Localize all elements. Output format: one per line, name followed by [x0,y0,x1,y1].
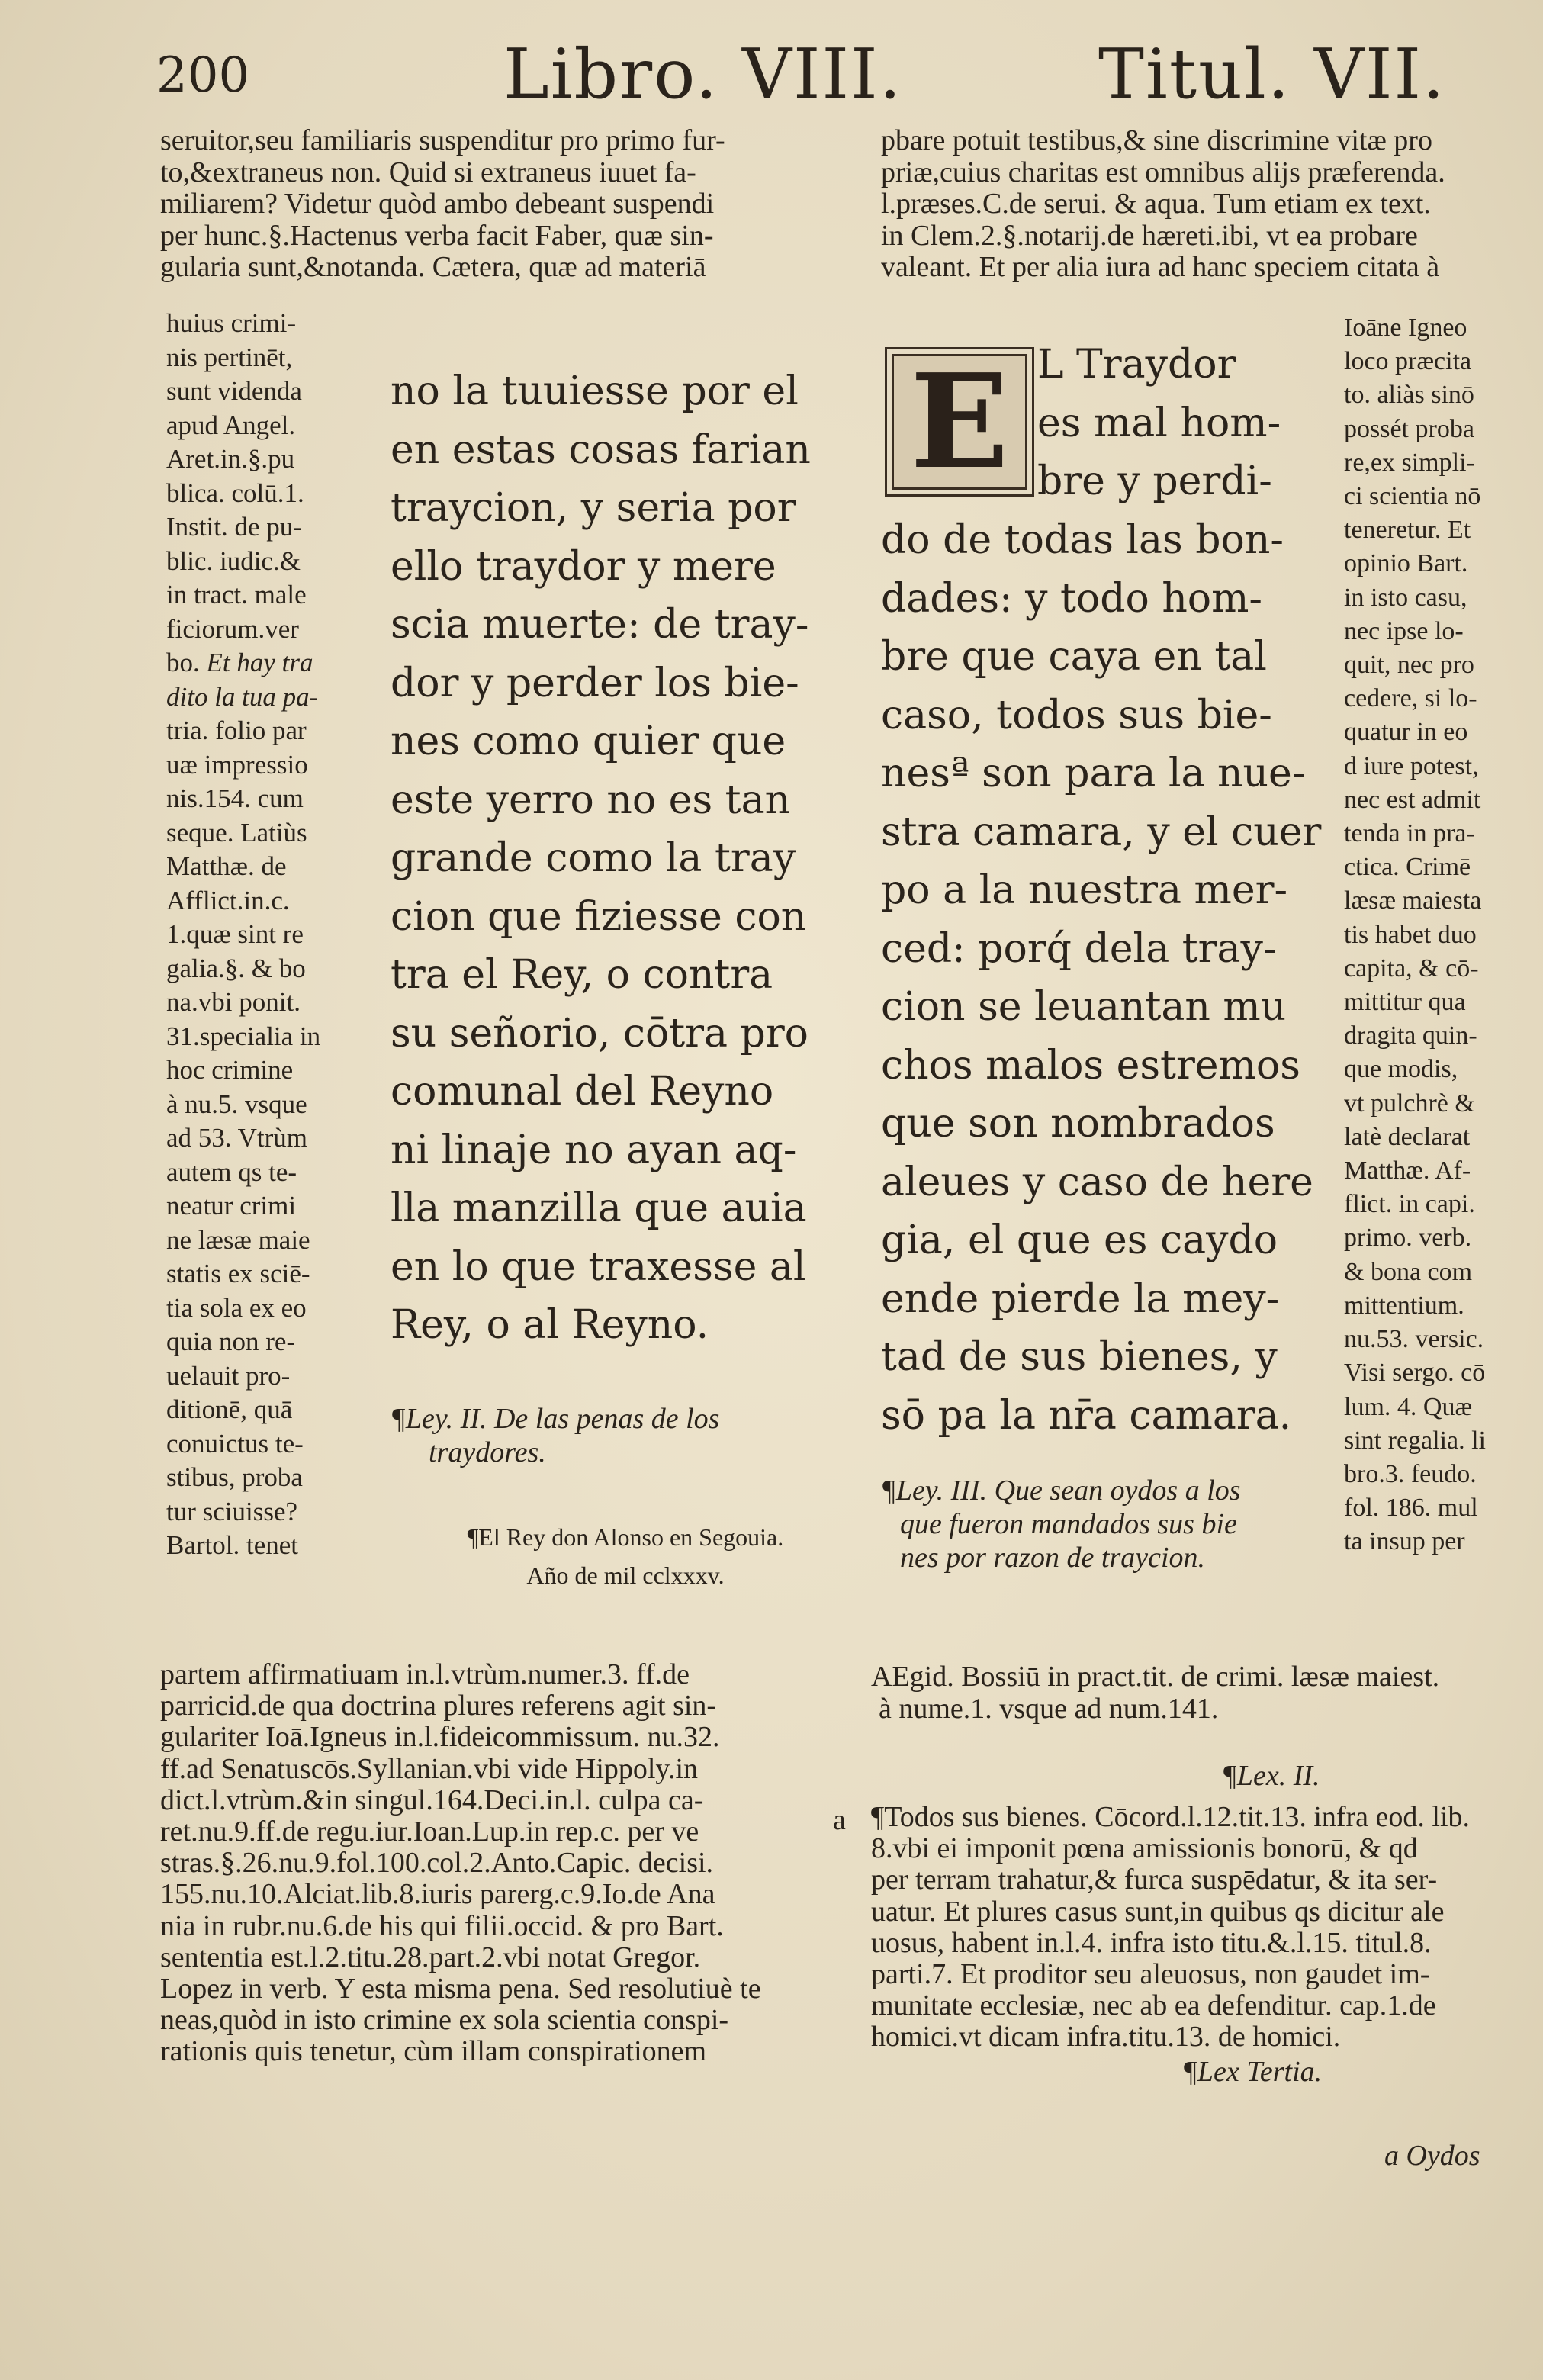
gloss-line: cedere, si lo- [1344,684,1477,713]
gloss-line: nec ipse lo- [1344,616,1464,645]
gloss-line: Ioāne Igneo [1344,314,1467,342]
text-line: bre y perdi- [1037,458,1272,504]
gloss-line: miliarem? Videtur quòd ambo debeant suspendi [160,188,715,220]
gloss-line: tis habet duo [1344,920,1477,949]
gloss-line: sunt videnda [166,376,302,406]
gloss-line: stibus, proba [166,1462,303,1492]
text-line: aleues y caso de here [881,1159,1313,1205]
text-line: que son nombrados [881,1101,1275,1147]
gloss-line: & bona com [1344,1257,1473,1286]
gloss-line: quatur in eo [1344,718,1468,747]
gloss-line: fol. 186. mul [1344,1494,1478,1523]
gloss-line: nec est admit [1344,785,1481,814]
gloss-line: statis ex sciē- [166,1259,310,1288]
gloss-line: mittitur qua [1344,988,1466,1017]
text-line: scia muerte: de tray- [391,602,809,648]
text-line: traycion, y seria por [391,485,796,531]
gloss-line: ditionē, quā [166,1394,293,1424]
gloss-line: uosus, habent in.l.4. infra isto titu.&.l.15. titul.8. [871,1926,1432,1959]
gloss-line: ff.ad Senatuscōs.Syllanian.vbi vide Hippoly.in [160,1752,699,1785]
gloss-line: uelauit pro- [166,1360,291,1391]
gloss-italic: Et hay tra [206,648,313,677]
gloss-line: Lopez in verb. Y esta misma pena. Sed resolutiuè te [160,1973,761,2005]
text-line: ende pierde la mey- [881,1275,1280,1322]
right-law-text-indented [1037,336,1281,511]
gloss-line: 1.quæ sint re [166,919,304,949]
gloss-line: rationis quis tenetur, cùm illam conspirationem [160,2035,707,2068]
source-line: Año de mil cclxxxv. [526,1561,725,1589]
text-line: cion se leuantan mu [881,984,1287,1030]
gloss-line: dito la tua pa- [166,681,319,712]
gloss-line: mittentium. [1344,1291,1464,1320]
gloss-line: gularia sunt,&notanda. Cætera, quæ ad materiā [160,251,706,283]
gloss-line: in tract. male [166,580,307,609]
gloss-line: munitate ecclesiæ, nec ab ea defenditur. cap.1.de [871,1989,1436,2022]
lex-2-heading: ¶Lex. II. [1222,1760,1320,1792]
text-line: ni linaje no ayan aq- [391,1127,797,1173]
gloss-line: à nume.1. vsque ad num.141. [879,1692,1219,1725]
gloss-line: parti.7. Et proditor seu aleuosus, non gaudet im- [871,1958,1430,1991]
page-number: 200 [156,47,250,104]
text-line: Rey, o al Reyno. [391,1302,709,1348]
gloss-line: tur sciuisse? [166,1496,298,1526]
gloss-line: valeant. Et per alia iura ad hanc speciem citata à [881,251,1440,283]
text-line: nes como quier que [391,719,786,764]
gloss-line: ad 53. Vtrùm [166,1123,308,1153]
text-line: tad de sus bienes, y [881,1334,1278,1380]
text-line: es mal hom- [1037,400,1281,446]
gloss-line: neas,quòd in isto crimine ex sola scientia conspi- [160,2004,729,2037]
gloss-line: lum. 4. Quæ [1344,1392,1473,1421]
right-bottom-gloss-1 [871,1661,1439,1725]
text-line: tra el Rey, o contra [391,952,773,998]
text-line: bre que caya en tal [881,634,1267,680]
right-bottom-gloss-2 [871,1802,1470,2054]
gloss-line: nia in rubr.nu.6.de his qui filii.occid. & pro Bart. [160,1909,724,1942]
gloss-line: opinio Bart. [1344,549,1468,578]
text-line: stra camara, y el cuer [881,809,1322,855]
source-line: ¶El Rey don Alonso en Segouia. [467,1523,784,1551]
book-heading: Libro. VIII. [503,34,903,114]
gloss-line: primo. verb. [1344,1224,1472,1253]
text-line: ced: porq́ dela tray- [881,925,1277,972]
gloss-line: tria. folio par [166,716,307,745]
running-header [0,31,1543,114]
text-line: po a la nuestra mer- [881,867,1288,913]
gloss-line: AEgid. Bossiū in pract.tit. de crimi. læsæ maiest. [871,1661,1440,1693]
gloss-line: 155.nu.10.Alciat.lib.8.iuris parerg.c.9.Io.de Ana [160,1878,715,1911]
gloss-line: dragita quin- [1344,1021,1477,1050]
text-line: ello traydor y mere [391,543,776,590]
right-margin-gloss [1344,311,1486,1559]
left-law-text [391,362,811,1355]
text-line: comunal del Reyno [391,1069,774,1114]
ley-2-title: ¶Ley. II. De las penas de los [391,1403,720,1435]
text-line: su señorio, cōtra pro [391,1010,808,1057]
gloss-text: bo. [166,648,200,677]
ley-3-title-cont: que fueron mandados sus bie [900,1508,1237,1540]
text-line: nesª son para la nue- [881,751,1306,796]
gloss-line: sint regalia. li [1344,1426,1487,1455]
right-law-text [881,511,1321,1445]
gloss-line: apud Angel. [166,410,296,440]
gloss-line: nu.53. versic. [1344,1325,1484,1354]
gloss-line: in Clem.2.§.notarij.de hæreti.ibi, vt ea probare [881,219,1418,252]
gloss-line: que modis, [1344,1055,1458,1084]
gloss-line: Instit. de pu- [166,512,302,542]
gloss-line: læsæ maiesta [1344,886,1482,915]
gloss-line: hoc crimine [166,1055,294,1085]
gloss-line: quia non re- [166,1327,296,1356]
text-line: sō pa la nr̄a camara. [881,1392,1292,1439]
gloss-line: seque. Latiùs [166,817,307,847]
gloss-line [166,646,320,680]
gloss-line: à nu.5. vsque [166,1089,307,1119]
gloss-line: partem affirmatiuam in.l.vtrùm.numer.3. ff.de [160,1658,690,1690]
gloss-line: Matthæ. de [166,851,287,881]
gloss-line: parricid.de qua doctrina plures referens agit sin- [160,1690,717,1722]
gloss-line: vt pulchrè & [1344,1089,1475,1118]
text-line: L Traydor [1037,342,1236,388]
ley-2-title-cont: traydores. [429,1436,546,1468]
gloss-line: per hunc.§.Hactenus verba facit Faber, quæ sin- [160,219,714,252]
text-line: gia, el que es caydo [881,1217,1278,1263]
ley-3-heading [881,1474,1241,1574]
gloss-line: ci scientia nō [1344,482,1481,511]
gloss-line: tia sola ex eo [166,1292,307,1323]
gloss-line: capita, & cō- [1344,954,1479,983]
gloss-line: ne læsæ maie [166,1224,310,1255]
gloss-line: Aret.in.§.pu [166,444,295,474]
gloss-line: ¶Todos sus bienes. Cōcord.l.12.tit.13. infra eod. lib. [871,1801,1471,1833]
gloss-line: ta insup per [1344,1527,1465,1556]
text-line: do de todas las bon- [881,517,1284,563]
footnote-marker: a [833,1804,846,1836]
gloss-line: loco præcita [1344,347,1472,376]
left-top-gloss [160,125,725,284]
text-line: dades: y todo hom- [881,575,1262,622]
ley-2-heading [391,1402,719,1469]
text-line: chos malos estremos [881,1042,1300,1089]
gloss-line: quit, nec pro [1344,651,1474,680]
gloss-line: na.vbi ponit. [166,987,301,1017]
ley-3-title-cont: nes por razon de traycion. [900,1542,1206,1574]
gloss-line: Bartol. tenet [166,1530,299,1560]
left-bottom-gloss [160,1659,761,2068]
gloss-line: bro.3. feudo. [1344,1459,1477,1488]
gloss-line: possét proba [1344,414,1474,443]
gloss-line: neatur crimi [166,1191,297,1221]
gloss-line: ctica. Crimē [1344,853,1471,882]
gloss-line: d iure potest, [1344,751,1479,780]
gloss-line: homici.vt dicam infra.titu.13. de homici. [871,2021,1341,2054]
text-line: no la tuuiesse por el [391,368,799,414]
gloss-line: 31.specialia in [166,1021,321,1051]
gloss-line: latè declarat [1344,1122,1471,1151]
gloss-line: ficiorum.ver [166,613,299,644]
gloss-line: Afflict.in.c. [166,885,290,915]
gloss-line: nis.154. cum [166,783,304,813]
gloss-line: dict.l.vtrùm.&in singul.164.Deci.in.l. culpa ca- [160,1783,704,1816]
gloss-line: gulariter Ioā.Igneus in.l.fideicommissum. nu.32. [160,1721,720,1754]
gloss-line: in isto casu, [1344,583,1467,612]
gloss-line: galia.§. & bo [166,953,306,983]
initial-letter: E [910,346,1009,498]
text-line: en estas cosas farian [391,426,811,473]
text-line: cion que fiziesse con [391,893,807,940]
title-heading: Titul. VII. [1098,34,1446,114]
gloss-line: ret.nu.9.ff.de regu.iur.Ioan.Lup.in rep.c. per ve [160,1816,699,1848]
ley-2-source [412,1518,839,1594]
decorated-initial [885,347,1034,497]
right-top-gloss [881,125,1445,284]
gloss-line: huius crimi- [166,308,297,338]
gloss-line: uatur. Et plures casus sunt,in quibus qs dicitur ale [871,1895,1445,1928]
gloss-line: sententia est.l.2.titu.28.part.2.vbi notat Gregor. [160,1941,701,1973]
gloss-line: autem qs te- [166,1156,297,1187]
gloss-line: Visi sergo. cō [1344,1359,1486,1388]
text-line: lla manzilla que auia [391,1185,807,1231]
gloss-line: stras.§.26.nu.9.fol.100.col.2.Anto.Capic. decisi. [160,1847,714,1880]
text-line: dor y perder los bie- [391,660,799,706]
gloss-line: blic. iudic.& [166,545,301,576]
catchword: a Oydos [1384,2140,1480,2172]
text-line: grande como la tray [391,835,796,881]
left-margin-gloss [166,307,320,1563]
gloss-line: per terram trahatur,& furca suspēdatur, & ita ser- [871,1864,1438,1896]
text-line: este yerro no es tan [391,777,791,823]
gloss-line: l.præses.C.de serui. & aqua. Tum etiam ex text. [881,188,1431,220]
gloss-line: re,ex simpli- [1344,448,1475,477]
gloss-line: flict. in capi. [1344,1190,1475,1219]
gloss-line: blica. colū.1. [166,478,304,508]
gloss-line: priæ,cuius charitas est omnibus alijs præferenda. [881,156,1445,188]
gloss-line: teneretur. Et [1344,516,1471,545]
gloss-line: conuictus te- [166,1428,304,1459]
lex-3-heading: ¶Lex Tertia. [1182,2056,1323,2088]
gloss-line: to,&extraneus non. Quid si extraneus iuuet fa- [160,156,696,188]
gloss-line: tenda in pra- [1344,819,1475,848]
gloss-line: to. aliàs sinō [1344,381,1474,410]
gloss-line: nis pertinēt, [166,342,293,372]
gloss-line: Matthæ. Af- [1344,1156,1471,1185]
text-line: caso, todos sus bie- [881,692,1272,738]
gloss-line: seruitor,seu familiaris suspenditur pro primo fur- [160,124,725,156]
text-line: en lo que traxesse al [391,1243,806,1290]
gloss-line: uæ impressio [166,749,308,780]
ley-3-title: ¶Ley. III. Que sean oydos a los [881,1475,1241,1507]
gloss-line: 8.vbi ei imponit pœna amissionis bonorū, & qd [871,1832,1418,1865]
gloss-line: pbare potuit testibus,& sine discrimine vitæ pro [881,124,1432,156]
